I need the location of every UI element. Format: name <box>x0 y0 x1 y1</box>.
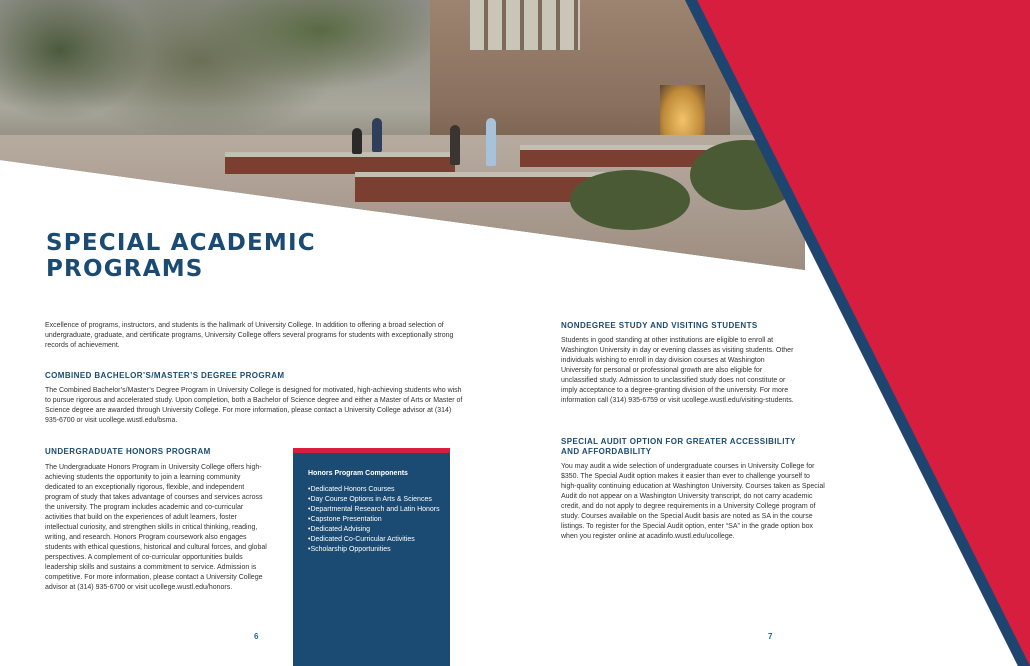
photo-windows <box>470 0 580 50</box>
photo-planter <box>225 152 455 174</box>
audit-heading: SPECIAL AUDIT OPTION FOR GREATER ACCESSIBILITY AND AFFORDABILITY <box>561 437 796 456</box>
list-item: • Dedicated Co-Curricular Activities <box>308 535 443 545</box>
list-item: • Departmental Research and Latin Honors <box>308 505 443 515</box>
honors-heading: UNDERGRADUATE HONORS PROGRAM <box>45 447 211 456</box>
photo-person <box>372 118 382 152</box>
nondegree-heading: NONDEGREE STUDY AND VISITING STUDENTS <box>561 321 758 330</box>
components-title: Honors Program Components <box>308 470 408 477</box>
list-item: • Dedicated Advising <box>308 525 443 535</box>
list-item: • Dedicated Honors Courses <box>308 485 443 495</box>
page-number-left: 6 <box>254 632 259 641</box>
honors-components-box <box>293 448 450 666</box>
photo-planter <box>520 145 720 167</box>
honors-paragraph: The Undergraduate Honors Program in University College offers high-achieving students the opportunity to join a learning community dedicated to an exceptionally rigorous, flexible, and independent program of study that takes advantage of courses and services across the university. The program includes academic and co-curricular activities that build on the experiences of adult learners, foster intellectual curiosity, and strengthen skills in critical thinking, reading, writing, and research. Honors Program coursework also engages students with ethical questions, historical and cultural forces, and global perspectives. A complement of co-curricular opportunities builds leadership skills and sustains a commitment to service. Admission is competitive. For more information, please contact a University College advisor at (314) 935-6700 or visit ucollege.wustl.edu/honors. <box>45 464 267 591</box>
bsma-paragraph: The Combined Bachelor’s/Master’s Degree Program in University College is designed for motivated, high-achieving students who wish to pursue rigorous and accelerated study. Upon completion, both a Bachelor of Science degree and either a Master of Arts or Master of Science degree are awarded through University College. For more information, please contact a University College advisor at (314) 935-6700 or visit ucollege.wustl.edu/bsma. <box>45 387 463 424</box>
audit-paragraph: You may audit a wide selection of undergraduate courses in University College for $350. The Special Audit option makes it easier than ever to challenge yourself to high-quality continuing education at Washington University. Courses taken as Special Audit do not appear on a Washington University transcript, do not carry academic credit, and do not apply to degree requirements in a University College program of study. Courses available on the Special Audit basis are noted as SA in the course listings. To register for the Special Audit option, enter “SA” in the grade option box when you register online at acadinfo.wustl.edu/ucollege. <box>561 463 825 540</box>
nondegree-paragraph: Students in good standing at other institutions are eligible to enroll at Washington University in day or evening classes as visiting students. Other individuals wishing to enroll in day division courses at Washington University for personal or professional growth are also eligible for unclassified study. Admission to unclassified study does not constitute or imply acceptance to a degree-granting division of the university. For more information call (314) 935-6759 or visit ucollege.wustl.edu/visiting-students. <box>561 337 794 404</box>
list-item: • Capstone Presentation <box>308 515 443 525</box>
list-item: • Day Course Options in Arts & Sciences <box>308 495 443 505</box>
photo-person <box>486 118 496 166</box>
photo-trees <box>0 0 430 140</box>
components-list <box>308 485 443 555</box>
bsma-heading: COMBINED BACHELOR’S/MASTER’S DEGREE PROGRAM <box>45 371 285 380</box>
photo-person <box>352 128 362 154</box>
photo-bush <box>570 170 690 230</box>
page-number-right: 7 <box>768 632 773 641</box>
intro-paragraph: Excellence of programs, instructors, and students is the hallmark of University College. In addition to offering a broad selection of undergraduate, graduate, and certificate programs, University College offers several programs for students with exceptionally strong records of achievement. <box>45 322 454 349</box>
list-item: • Scholarship Opportunities <box>308 545 443 555</box>
photo-planter <box>355 172 605 202</box>
photo-person <box>450 125 460 165</box>
page-title: SPECIAL ACADEMIC PROGRAMS <box>46 230 316 282</box>
